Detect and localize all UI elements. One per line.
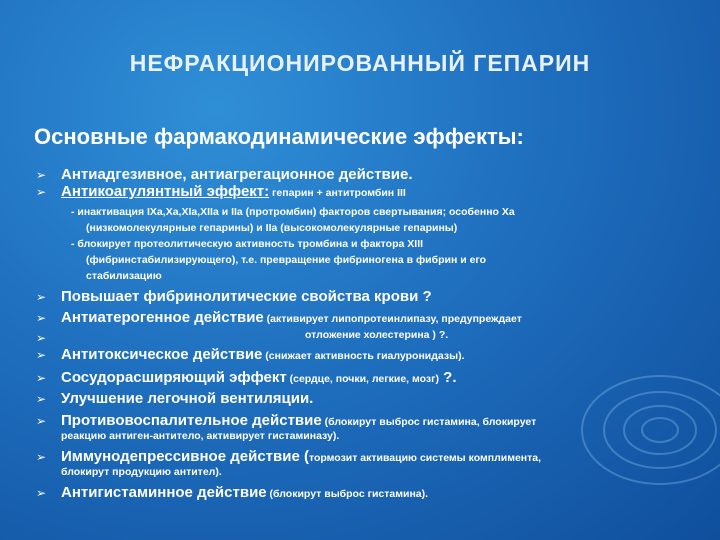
water-ripple-decoration: [540, 340, 720, 500]
effect-text: [61, 484, 428, 501]
sub-line: стабилизацию: [86, 270, 162, 282]
sub-line: (фибринстабилизирующего), т.е. превращение фибриногена в фибрин и его: [86, 254, 487, 266]
sub-line: - блокирует протеолитическую активность тромбина и фактора XIII: [71, 238, 424, 250]
effect-text: [61, 183, 406, 200]
arrow-bullet-icon: ➢: [36, 414, 47, 428]
effect-note-continuation: отложение холестерина ) ?.: [305, 329, 449, 341]
arrow-bullet-icon: ➢: [36, 185, 47, 199]
arrow-bullet-icon: ➢: [36, 371, 47, 385]
sub-line: - инактивация IXа,Ха,ХIа,ХIIа и IIа (протромбин) факторов свертывания; особенно Ха: [71, 206, 515, 218]
effect-note: (блокирут выброс гистамина, блокирует: [321, 416, 537, 428]
effect-heading: Иммунодепрессивное действие (: [61, 448, 309, 465]
effect-text: Улучшение легочной вентиляции.: [61, 390, 314, 407]
effect-note: гепарин + антитромбин III: [269, 187, 406, 199]
effect-text: [61, 412, 536, 429]
effect-heading: Противовоспалительное действие: [61, 412, 322, 429]
effect-heading: Сосудорасширяющий эффект: [61, 369, 287, 386]
effect-note: (снижает активность гиалуронидазы).: [262, 350, 465, 362]
effect-note: тормозит активацию системы комплимента,: [308, 452, 542, 464]
arrow-bullet-icon: ➢: [36, 311, 47, 325]
arrow-bullet-icon: ➢: [36, 450, 47, 464]
effect-text: [61, 369, 457, 386]
arrow-bullet-icon: ➢: [36, 290, 47, 304]
effect-note-continuation: блокирут продукцию антител).: [61, 466, 222, 478]
sub-line: (низкомолекулярные гепарины) и IIа (высокомолекулярные гепарины): [86, 222, 458, 234]
effect-heading: Антиатерогенное действие: [61, 309, 264, 326]
effect-heading: Антитоксическое действие: [61, 346, 263, 363]
slide-title: НЕФРАКЦИОНИРОВАННЫЙ ГЕПАРИН: [129, 50, 591, 76]
effect-note-continuation: реакцию антиген-антитело, активирует гистаминазу).: [61, 430, 340, 442]
effect-tail: ?.: [439, 369, 457, 386]
effect-text: [61, 346, 465, 363]
effect-text: Антиадгезивное, антиагрегационное действие.: [61, 166, 413, 183]
effect-text: [61, 309, 522, 326]
effect-heading: Антигистаминное действие: [61, 484, 267, 501]
effect-note: (активирует липопротеинлипазу, предупреждает: [263, 313, 522, 325]
effect-note: (блокирут выброс гистамина).: [266, 488, 429, 500]
arrow-bullet-icon: ➢: [36, 348, 47, 362]
arrow-bullet-icon: ➢: [36, 168, 47, 182]
effect-text: Повышает фибринолитические свойства крови ?: [61, 288, 432, 305]
effect-heading: Антикоагулянтный эффект:: [61, 183, 270, 200]
effect-text: [61, 448, 541, 465]
arrow-bullet-icon: ➢: [36, 486, 47, 500]
effect-note: (сердце, почки, легкие, мозг): [286, 373, 439, 385]
arrow-bullet-icon: ➢: [36, 392, 47, 406]
slide-subtitle: Основные фармакодинамические эффекты:: [34, 124, 524, 149]
arrow-bullet-icon: ➢: [36, 331, 47, 345]
